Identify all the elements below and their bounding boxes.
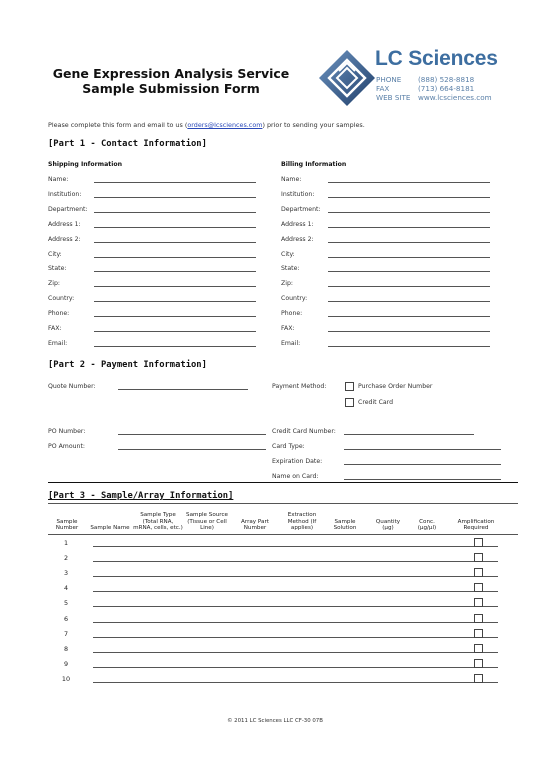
billing-city-field[interactable] bbox=[328, 257, 490, 258]
column-header-4-line-2: (Tissue or Cell bbox=[187, 518, 227, 525]
column-header-1-line-1: Sample bbox=[56, 518, 78, 525]
po-number-label: PO Number: bbox=[48, 428, 86, 435]
shipping-phone-label: Phone: bbox=[48, 310, 70, 318]
shipping-zip-field[interactable] bbox=[94, 286, 256, 287]
column-header-9-line-2: (µg/µl) bbox=[417, 525, 437, 532]
shipping-zip-label: Zip: bbox=[48, 280, 60, 288]
billing-name-field[interactable] bbox=[328, 182, 490, 183]
billing-address1-label: Address 1: bbox=[281, 220, 314, 228]
quote-number-label: Quote Number: bbox=[48, 383, 96, 390]
part3-title-underline bbox=[48, 503, 518, 504]
column-header-4-line-3: Line) bbox=[200, 525, 214, 532]
amplification-checkbox[interactable] bbox=[474, 614, 483, 623]
phone-label: PHONE bbox=[376, 75, 402, 84]
column-header-6-line-1: Extraction bbox=[287, 512, 317, 519]
expiration-date-label: Expiration Date: bbox=[272, 458, 323, 465]
credit-card-number-label: Credit Card Number: bbox=[272, 428, 336, 435]
table-row[interactable] bbox=[93, 606, 498, 607]
table-row[interactable] bbox=[93, 622, 498, 623]
shipping-email-field[interactable] bbox=[94, 346, 256, 347]
row-number: 9 bbox=[63, 659, 69, 668]
title-line-2: Sample Submission Form bbox=[82, 81, 260, 96]
phone-value: (888) 528-8818 bbox=[418, 75, 475, 84]
column-header-1-line-2: Number bbox=[55, 525, 79, 532]
shipping-email-label: Email: bbox=[48, 339, 68, 347]
expiration-date-field[interactable] bbox=[344, 464, 501, 465]
shipping-state-label: State: bbox=[48, 265, 67, 273]
billing-email-field[interactable] bbox=[328, 346, 490, 347]
billing-email-label: Email: bbox=[281, 339, 301, 347]
table-row[interactable] bbox=[93, 576, 498, 577]
column-header-8-line-2: (µg) bbox=[382, 525, 394, 532]
po-amount-field[interactable] bbox=[118, 449, 266, 450]
row-number: 5 bbox=[63, 599, 69, 608]
shipping-city-label: City: bbox=[48, 250, 62, 258]
column-header-5-line-2: Number bbox=[243, 525, 267, 532]
column-header-7-line-1: Sample bbox=[334, 518, 356, 525]
card-type-label: Card Type: bbox=[272, 443, 305, 450]
column-header-4-line-1: Sample Source bbox=[186, 512, 228, 519]
form-title bbox=[40, 66, 302, 96]
billing-state-field[interactable] bbox=[328, 271, 490, 272]
column-header-7 bbox=[326, 519, 364, 532]
amplification-checkbox[interactable] bbox=[474, 674, 483, 683]
shipping-institution-field[interactable] bbox=[94, 197, 256, 198]
card-type-field[interactable] bbox=[344, 449, 501, 450]
shipping-phone-field[interactable] bbox=[94, 316, 256, 317]
website-label: WEB SITE bbox=[376, 93, 411, 102]
column-header-9 bbox=[412, 519, 442, 532]
column-header-10-line-1: Amplification bbox=[457, 518, 495, 525]
email-link[interactable]: orders@lcsciences.com bbox=[187, 121, 263, 129]
billing-zip-field[interactable] bbox=[328, 286, 490, 287]
quote-number-field[interactable] bbox=[118, 389, 248, 390]
amplification-checkbox[interactable] bbox=[474, 538, 483, 547]
amplification-checkbox[interactable] bbox=[474, 583, 483, 592]
shipping-address1-label: Address 1: bbox=[48, 220, 81, 228]
column-header-6 bbox=[277, 512, 327, 532]
shipping-city-field[interactable] bbox=[94, 257, 256, 258]
row-number: 10 bbox=[61, 674, 71, 683]
purchase-order-checkbox[interactable] bbox=[345, 382, 354, 391]
billing-state-label: State: bbox=[281, 265, 300, 273]
intro-suffix: ) prior to sending your samples. bbox=[262, 121, 365, 129]
amplification-checkbox[interactable] bbox=[474, 553, 483, 562]
intro-prefix: Please complete this form and email to us ( bbox=[48, 121, 188, 129]
billing-department-label: Department: bbox=[281, 205, 321, 213]
shipping-name-field[interactable] bbox=[94, 182, 256, 183]
column-header-4 bbox=[180, 512, 234, 532]
row-number: 2 bbox=[63, 554, 69, 563]
section-divider bbox=[48, 482, 518, 483]
billing-name-label: Name: bbox=[281, 176, 302, 183]
column-header-8-line-1: Quantity bbox=[375, 518, 401, 525]
footer-copyright: © 2011 LC Sciences LLC CF-30 07B bbox=[227, 718, 323, 724]
row-number: 8 bbox=[63, 644, 69, 653]
column-header-1 bbox=[46, 519, 88, 532]
column-header-10-line-2: Required bbox=[463, 525, 489, 532]
credit-card-number-field[interactable] bbox=[344, 434, 474, 435]
table-row[interactable] bbox=[93, 561, 498, 562]
shipping-country-field[interactable] bbox=[94, 301, 256, 302]
amplification-checkbox[interactable] bbox=[474, 568, 483, 577]
column-header-8 bbox=[368, 519, 408, 532]
column-header-3 bbox=[132, 512, 184, 532]
billing-address2-field[interactable] bbox=[328, 242, 490, 243]
shipping-address2-field[interactable] bbox=[94, 242, 256, 243]
column-header-6-line-2: Method (If bbox=[287, 518, 317, 525]
row-number: 3 bbox=[63, 569, 69, 578]
table-row[interactable] bbox=[93, 682, 498, 683]
billing-city-label: City: bbox=[281, 250, 295, 258]
name-on-card-label: Name on Card: bbox=[272, 473, 319, 480]
shipping-fax-label: FAX: bbox=[48, 325, 62, 332]
column-header-2-line-1: Sample Name bbox=[90, 525, 130, 532]
brand-name: LC Sciences bbox=[375, 47, 498, 70]
billing-institution-field[interactable] bbox=[328, 197, 490, 198]
shipping-country-label: Country: bbox=[48, 295, 75, 303]
row-number: 6 bbox=[63, 614, 69, 623]
shipping-name-label: Name: bbox=[48, 176, 69, 183]
table-header-divider bbox=[48, 534, 518, 535]
part1-title: [Part 1 - Contact Information] bbox=[48, 139, 207, 149]
shipping-heading: Shipping Information bbox=[48, 161, 123, 168]
billing-country-field[interactable] bbox=[328, 301, 490, 302]
credit-card-label: Credit Card bbox=[358, 399, 394, 406]
shipping-institution-label: Institution: bbox=[48, 190, 82, 198]
shipping-department-label: Department: bbox=[48, 205, 88, 213]
column-header-10 bbox=[451, 519, 501, 532]
billing-address1-field[interactable] bbox=[328, 227, 490, 228]
billing-fax-label: FAX: bbox=[281, 325, 295, 332]
column-header-3-line-2: (Total RNA, bbox=[142, 518, 174, 525]
shipping-department-field[interactable] bbox=[94, 212, 256, 213]
billing-department-field[interactable] bbox=[328, 212, 490, 213]
name-on-card-field[interactable] bbox=[344, 479, 501, 480]
column-header-3-line-3: mRNA, cells, etc.) bbox=[133, 525, 183, 532]
intro-text bbox=[48, 121, 365, 129]
billing-phone-label: Phone: bbox=[281, 310, 303, 318]
table-row[interactable] bbox=[93, 667, 498, 668]
column-header-5-line-1: Array Part bbox=[241, 518, 269, 525]
column-header-9-line-1: Conc. bbox=[419, 518, 435, 525]
payment-method-label: Payment Method: bbox=[272, 383, 327, 390]
row-number: 4 bbox=[63, 584, 69, 593]
billing-zip-label: Zip: bbox=[281, 280, 293, 288]
shipping-state-field[interactable] bbox=[94, 271, 256, 272]
table-row[interactable] bbox=[93, 637, 498, 638]
shipping-fax-field[interactable] bbox=[94, 331, 256, 332]
amplification-checkbox[interactable] bbox=[474, 598, 483, 607]
billing-heading: Billing Information bbox=[281, 161, 347, 168]
po-amount-label: PO Amount: bbox=[48, 443, 85, 450]
amplification-checkbox[interactable] bbox=[474, 659, 483, 668]
website-value: www.lcsciences.com bbox=[418, 93, 492, 102]
billing-address2-label: Address 2: bbox=[281, 235, 314, 243]
lc-sciences-logo-icon bbox=[317, 48, 377, 108]
column-header-3-line-1: Sample Type bbox=[140, 512, 176, 519]
part3-title: [Part 3 - Sample/Array Information] bbox=[48, 491, 234, 501]
table-row[interactable] bbox=[93, 546, 498, 547]
shipping-address2-label: Address 2: bbox=[48, 235, 81, 243]
amplification-checkbox[interactable] bbox=[474, 644, 483, 653]
fax-value: (713) 664-8181 bbox=[418, 84, 475, 93]
table-row[interactable] bbox=[93, 652, 498, 653]
billing-fax-field[interactable] bbox=[328, 331, 490, 332]
row-number: 7 bbox=[63, 629, 69, 638]
fax-label: FAX bbox=[376, 84, 390, 93]
column-header-2 bbox=[86, 525, 134, 532]
billing-phone-field[interactable] bbox=[328, 316, 490, 317]
part2-title: [Part 2 - Payment Information] bbox=[48, 360, 207, 370]
column-header-5 bbox=[232, 519, 278, 532]
title-line-1: Gene Expression Analysis Service bbox=[52, 66, 290, 81]
company-logo bbox=[317, 40, 517, 110]
credit-card-checkbox[interactable] bbox=[345, 398, 354, 407]
row-number: 1 bbox=[63, 539, 69, 547]
billing-country-label: Country: bbox=[281, 295, 308, 303]
purchase-order-label: Purchase Order Number bbox=[358, 383, 433, 390]
billing-institution-label: Institution: bbox=[281, 190, 315, 198]
column-header-6-line-3: applies) bbox=[290, 525, 314, 532]
po-number-field[interactable] bbox=[118, 434, 266, 435]
shipping-address1-field[interactable] bbox=[94, 227, 256, 228]
amplification-checkbox[interactable] bbox=[474, 629, 483, 638]
column-header-7-line-2: Solution bbox=[333, 525, 357, 532]
table-row[interactable] bbox=[93, 591, 498, 592]
